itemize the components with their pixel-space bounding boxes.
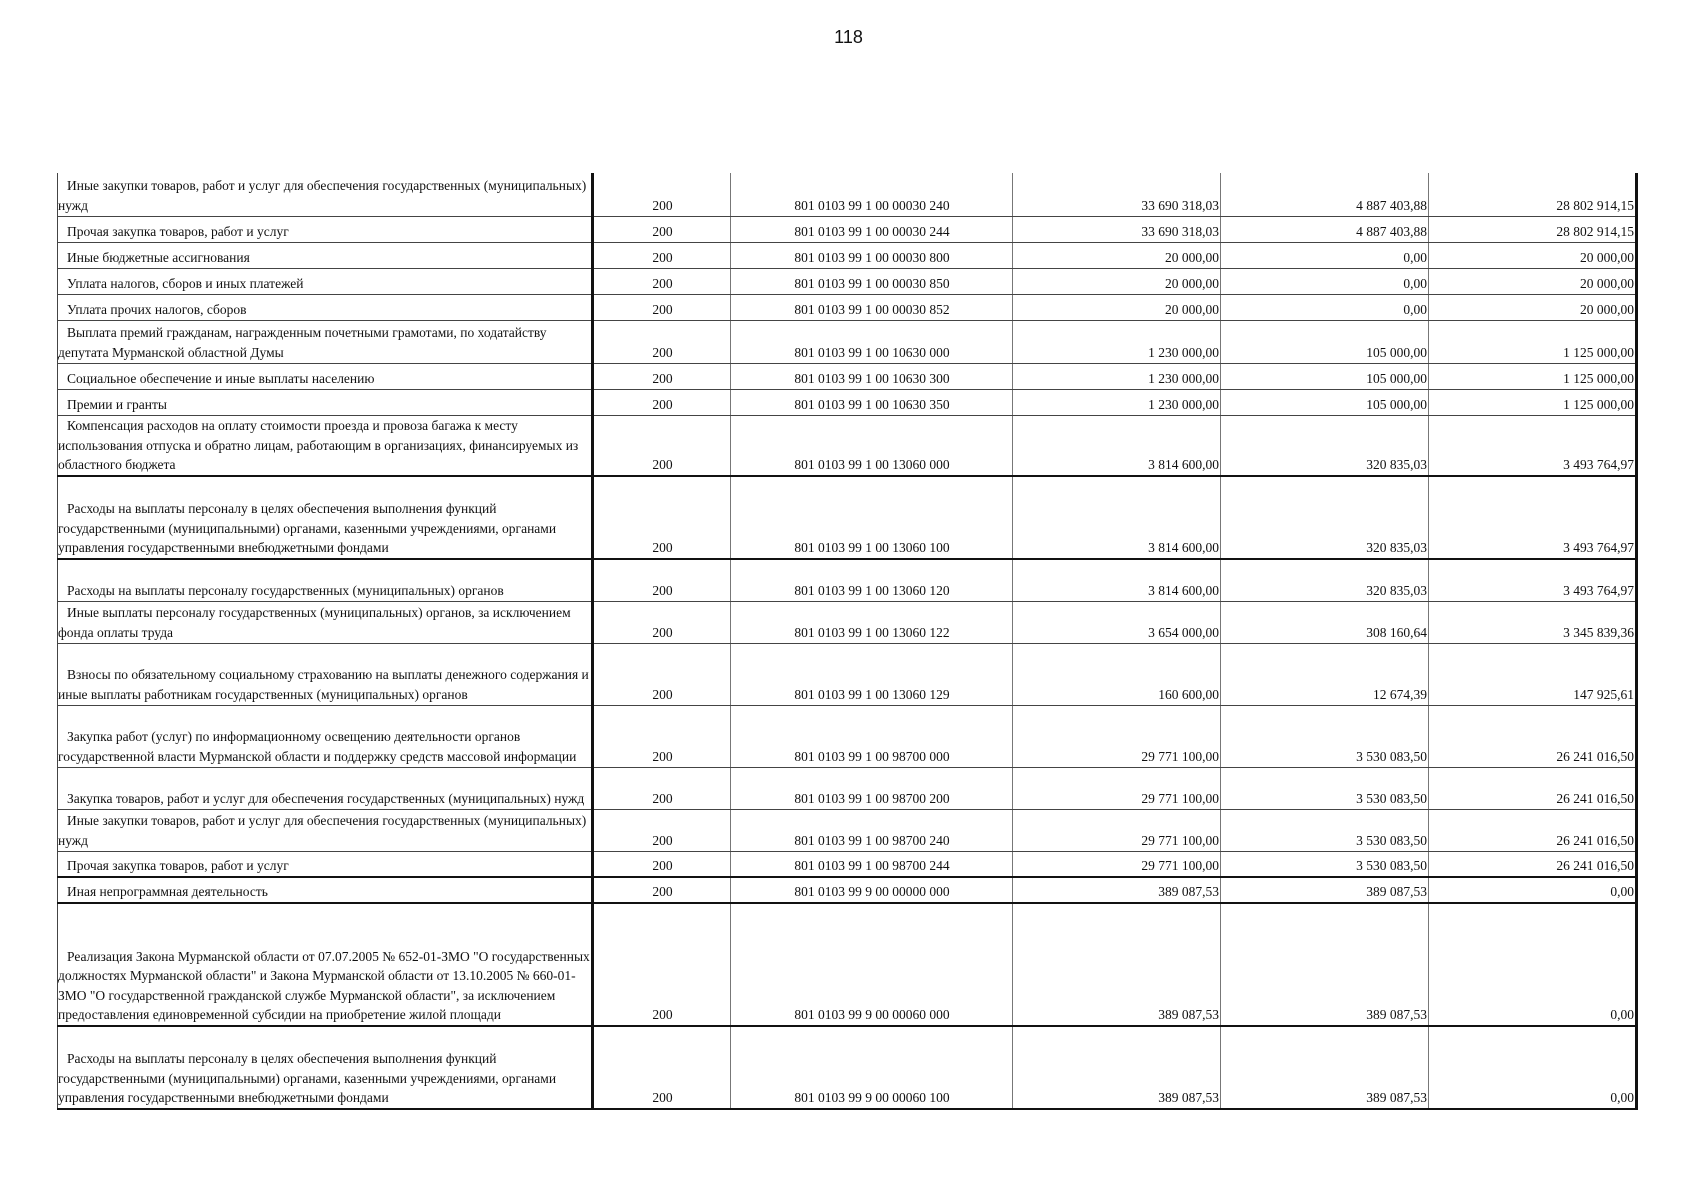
cell-name [58,476,593,559]
cell-line-code: 200 [593,294,731,320]
cell-name [58,809,593,851]
cell-unexecuted-amount: 26 241 016,50 [1429,851,1637,877]
table-row [58,809,1637,851]
cell-budget-code: 801 0103 99 1 00 00030 800 [731,242,1013,268]
cell-executed-amount: 320 835,03 [1221,476,1429,559]
row-label: Премии и гранты [67,396,167,412]
cell-line-code: 200 [593,851,731,877]
cell-unexecuted-amount: 26 241 016,50 [1429,767,1637,809]
cell-executed-amount: 320 835,03 [1221,559,1429,601]
cell-approved-amount: 29 771 100,00 [1013,809,1221,851]
table-row [58,216,1637,242]
cell-budget-code: 801 0103 99 1 00 13060 129 [731,643,1013,705]
cell-budget-code: 801 0103 99 1 00 98700 244 [731,851,1013,877]
cell-name [58,1026,593,1109]
table-row [58,294,1637,320]
cell-name [58,389,593,415]
cell-unexecuted-amount: 3 493 764,97 [1429,415,1637,476]
cell-line-code: 200 [593,559,731,601]
cell-unexecuted-amount: 28 802 914,15 [1429,216,1637,242]
cell-approved-amount: 20 000,00 [1013,242,1221,268]
row-label: Закупка работ (услуг) по информационному освещению деятельности органов государственной власти Мурманской области и поддержку средств массовой информации [58,729,577,764]
table-row [58,268,1637,294]
cell-name [58,294,593,320]
row-label: Иные закупки товаров, работ и услуг для обеспечения государственных (муниципальных) нужд [58,813,587,848]
cell-executed-amount: 4 887 403,88 [1221,216,1429,242]
cell-budget-code: 801 0103 99 1 00 00030 852 [731,294,1013,320]
cell-name [58,903,593,1026]
cell-unexecuted-amount: 3 493 764,97 [1429,559,1637,601]
cell-line-code: 200 [593,1026,731,1109]
cell-unexecuted-amount: 1 125 000,00 [1429,363,1637,389]
cell-budget-code: 801 0103 99 1 00 13060 100 [731,476,1013,559]
cell-line-code: 200 [593,809,731,851]
cell-unexecuted-amount: 3 493 764,97 [1429,476,1637,559]
cell-executed-amount: 389 087,53 [1221,1026,1429,1109]
row-label: Уплата прочих налогов, сборов [67,301,247,317]
table-row [58,389,1637,415]
table-row [58,242,1637,268]
cell-name [58,242,593,268]
row-label: Выплата премий гражданам, награжденным почетными грамотами, по ходатайству депутата Мурманской областной Думы [58,325,547,360]
table-row [58,903,1637,1026]
cell-approved-amount: 389 087,53 [1013,877,1221,903]
cell-line-code: 200 [593,173,731,216]
budget-execution-table [57,173,1638,1110]
cell-unexecuted-amount: 0,00 [1429,1026,1637,1109]
cell-approved-amount: 20 000,00 [1013,294,1221,320]
cell-line-code: 200 [593,268,731,294]
cell-unexecuted-amount: 1 125 000,00 [1429,320,1637,363]
cell-executed-amount: 4 887 403,88 [1221,173,1429,216]
cell-name [58,559,593,601]
table-row [58,476,1637,559]
cell-budget-code: 801 0103 99 1 00 98700 200 [731,767,1013,809]
cell-approved-amount: 33 690 318,03 [1013,173,1221,216]
table-row [58,415,1637,476]
row-label: Прочая закупка товаров, работ и услуг [67,223,289,239]
table-row [58,320,1637,363]
table-row [58,559,1637,601]
cell-name [58,216,593,242]
cell-line-code: 200 [593,320,731,363]
cell-name [58,268,593,294]
cell-budget-code: 801 0103 99 1 00 13060 122 [731,601,1013,643]
cell-executed-amount: 0,00 [1221,294,1429,320]
cell-line-code: 200 [593,643,731,705]
cell-approved-amount: 33 690 318,03 [1013,216,1221,242]
cell-line-code: 200 [593,216,731,242]
cell-unexecuted-amount: 3 345 839,36 [1429,601,1637,643]
cell-line-code: 200 [593,705,731,767]
cell-executed-amount: 0,00 [1221,268,1429,294]
row-label: Реализация Закона Мурманской области от 07.07.2005 № 652-01-ЗМО "О государственных должностях Мурманской области" и Закона Мурманской области от 13.10.2005 № 660-01-ЗМО "О государственной гражданской службе Мурманской области", за исключением предоставления единовременной субсидии на приобретение жилой площади [58,948,590,1023]
row-label: Закупка товаров, работ и услуг для обеспечения государственных (муниципальных) нужд [67,790,585,806]
cell-approved-amount: 29 771 100,00 [1013,851,1221,877]
cell-unexecuted-amount: 20 000,00 [1429,268,1637,294]
cell-executed-amount: 3 530 083,50 [1221,809,1429,851]
cell-unexecuted-amount: 28 802 914,15 [1429,173,1637,216]
cell-approved-amount: 389 087,53 [1013,1026,1221,1109]
table-body [58,173,1637,1109]
cell-executed-amount: 105 000,00 [1221,389,1429,415]
cell-budget-code: 801 0103 99 9 00 00060 100 [731,1026,1013,1109]
cell-executed-amount: 389 087,53 [1221,903,1429,1026]
row-label: Социальное обеспечение и иные выплаты населению [67,370,375,386]
cell-approved-amount: 29 771 100,00 [1013,767,1221,809]
cell-budget-code: 801 0103 99 1 00 10630 350 [731,389,1013,415]
table-row [58,705,1637,767]
cell-executed-amount: 389 087,53 [1221,877,1429,903]
cell-budget-code: 801 0103 99 1 00 00030 850 [731,268,1013,294]
row-label: Иные закупки товаров, работ и услуг для обеспечения государственных (муниципальных) нужд [58,178,587,213]
cell-line-code: 200 [593,476,731,559]
cell-name [58,173,593,216]
cell-line-code: 200 [593,389,731,415]
cell-name [58,415,593,476]
cell-budget-code: 801 0103 99 1 00 98700 240 [731,809,1013,851]
cell-executed-amount: 308 160,64 [1221,601,1429,643]
cell-budget-code: 801 0103 99 1 00 98700 000 [731,705,1013,767]
page-number: 118 [834,27,863,47]
cell-budget-code: 801 0103 99 1 00 00030 244 [731,216,1013,242]
cell-unexecuted-amount: 0,00 [1429,903,1637,1026]
cell-unexecuted-amount: 147 925,61 [1429,643,1637,705]
cell-executed-amount: 12 674,39 [1221,643,1429,705]
cell-approved-amount: 160 600,00 [1013,643,1221,705]
row-label: Расходы на выплаты персоналу в целях обеспечения выполнения функций государственными (муниципальными) органами, казенными учреждениями, органами управления государственными внебюджетными фондами [58,501,557,556]
cell-unexecuted-amount: 20 000,00 [1429,242,1637,268]
cell-approved-amount: 3 814 600,00 [1013,476,1221,559]
cell-budget-code: 801 0103 99 9 00 00000 000 [731,877,1013,903]
cell-unexecuted-amount: 20 000,00 [1429,294,1637,320]
table-row [58,601,1637,643]
table-row [58,363,1637,389]
table-row [58,1026,1637,1109]
table-row [58,173,1637,216]
cell-line-code: 200 [593,363,731,389]
cell-executed-amount: 320 835,03 [1221,415,1429,476]
cell-line-code: 200 [593,415,731,476]
cell-approved-amount: 1 230 000,00 [1013,389,1221,415]
cell-unexecuted-amount: 26 241 016,50 [1429,809,1637,851]
row-label: Взносы по обязательному социальному страхованию на выплаты денежного содержания и иные выплаты работникам государственных (муниципальных) органов [58,667,589,702]
cell-name [58,767,593,809]
cell-name [58,705,593,767]
cell-name [58,851,593,877]
cell-name [58,643,593,705]
cell-name [58,320,593,363]
cell-budget-code: 801 0103 99 1 00 00030 240 [731,173,1013,216]
cell-executed-amount: 3 530 083,50 [1221,705,1429,767]
cell-line-code: 200 [593,242,731,268]
row-label: Иные бюджетные ассигнования [67,249,250,265]
cell-line-code: 200 [593,601,731,643]
cell-line-code: 200 [593,767,731,809]
cell-executed-amount: 105 000,00 [1221,320,1429,363]
cell-name [58,363,593,389]
cell-unexecuted-amount: 0,00 [1429,877,1637,903]
row-label: Иная непрограммная деятельность [67,884,268,900]
row-label: Расходы на выплаты персоналу государственных (муниципальных) органов [67,582,504,598]
cell-name [58,877,593,903]
cell-budget-code: 801 0103 99 1 00 13060 120 [731,559,1013,601]
cell-line-code: 200 [593,903,731,1026]
cell-approved-amount: 20 000,00 [1013,268,1221,294]
cell-budget-code: 801 0103 99 9 00 00060 000 [731,903,1013,1026]
cell-budget-code: 801 0103 99 1 00 13060 000 [731,415,1013,476]
cell-executed-amount: 3 530 083,50 [1221,851,1429,877]
table-row [58,767,1637,809]
row-label: Уплата налогов, сборов и иных платежей [67,275,304,291]
cell-approved-amount: 3 814 600,00 [1013,559,1221,601]
cell-approved-amount: 29 771 100,00 [1013,705,1221,767]
cell-approved-amount: 389 087,53 [1013,903,1221,1026]
cell-approved-amount: 1 230 000,00 [1013,320,1221,363]
cell-budget-code: 801 0103 99 1 00 10630 000 [731,320,1013,363]
cell-unexecuted-amount: 1 125 000,00 [1429,389,1637,415]
cell-line-code: 200 [593,877,731,903]
cell-executed-amount: 0,00 [1221,242,1429,268]
row-label: Расходы на выплаты персоналу в целях обеспечения выполнения функций государственными (муниципальными) органами, казенными учреждениями, органами управления государственными внебюджетными фондами [58,1051,557,1106]
table-row [58,851,1637,877]
row-label: Компенсация расходов на оплату стоимости проезда и провоза багажа к месту использования отпуска и обратно лицам, работающим в организациях, финансируемых из областного бюджета [58,418,579,473]
row-label: Иные выплаты персоналу государственных (муниципальных) органов, за исключением фонда оплаты труда [58,605,571,640]
cell-budget-code: 801 0103 99 1 00 10630 300 [731,363,1013,389]
cell-approved-amount: 1 230 000,00 [1013,363,1221,389]
cell-approved-amount: 3 654 000,00 [1013,601,1221,643]
table-row [58,877,1637,903]
cell-name [58,601,593,643]
row-label: Прочая закупка товаров, работ и услуг [67,858,289,874]
cell-executed-amount: 105 000,00 [1221,363,1429,389]
table-row [58,643,1637,705]
cell-approved-amount: 3 814 600,00 [1013,415,1221,476]
cell-executed-amount: 3 530 083,50 [1221,767,1429,809]
cell-unexecuted-amount: 26 241 016,50 [1429,705,1637,767]
